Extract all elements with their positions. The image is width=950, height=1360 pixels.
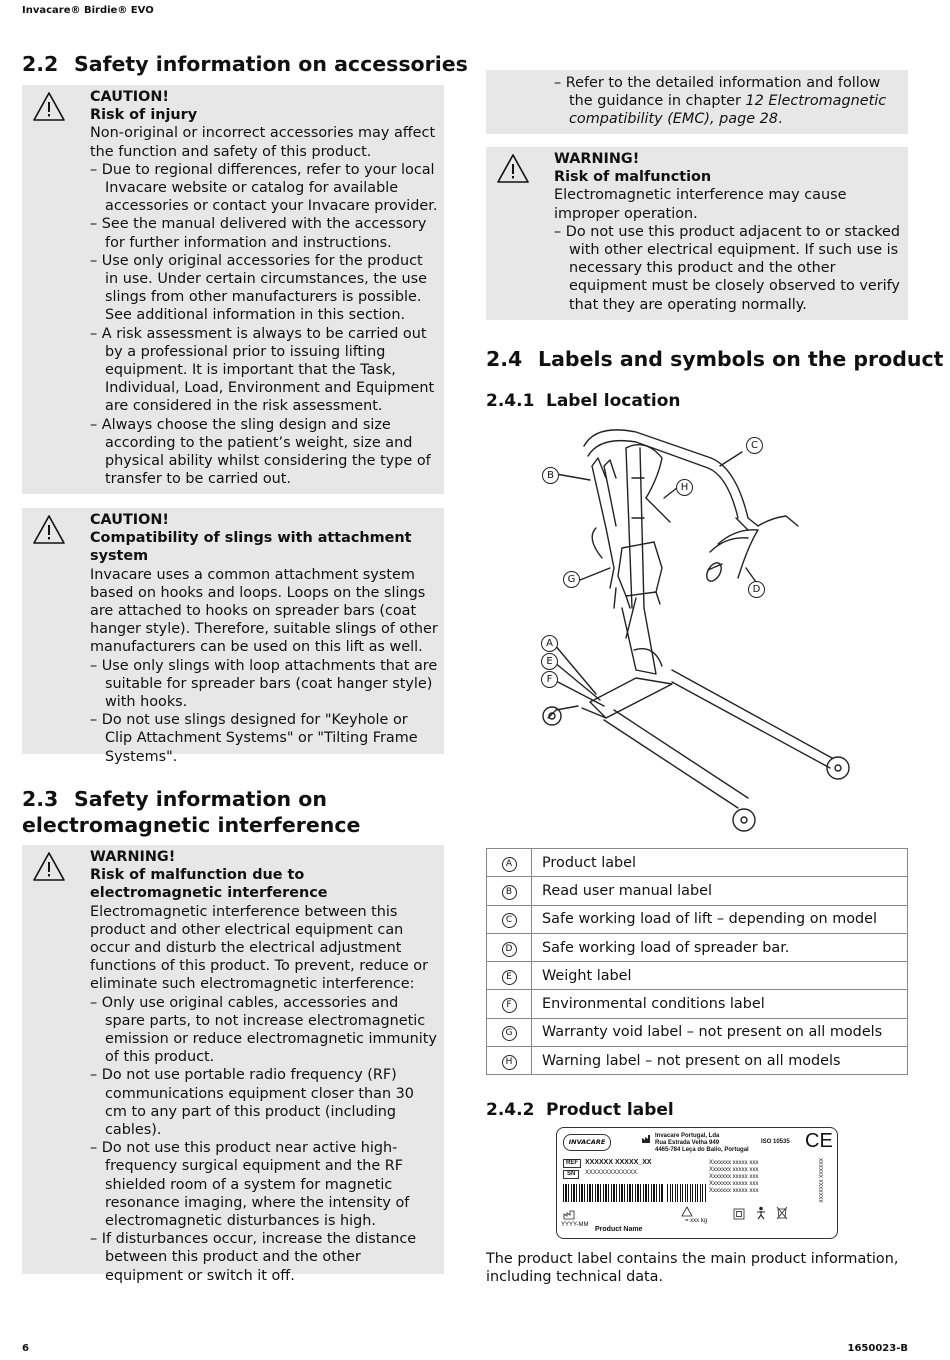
product-label-illustration (556, 1127, 838, 1239)
label-description: Warranty void label – not present on all models (532, 1018, 908, 1046)
caution-bullet: – See the manual delivered with the accessory for further information and instructions. (90, 216, 427, 251)
callout-f: F (541, 671, 558, 688)
manufacturer-name: Invacare Portugal, Lda (655, 1133, 720, 1139)
manufacturer-street: Rua Estrada Velha 949 (655, 1140, 720, 1146)
spec-line: Xxxxxxx xxxxx xxx (709, 1181, 759, 1187)
warning-box-continuation (486, 70, 908, 134)
circled-key: G (502, 1026, 517, 1041)
caution-intro: Non-original or incorrect accessories may affect the function and safety of this product. (90, 125, 436, 160)
caution-bullet: – A risk assessment is always to be carried out by a professional prior to issuing lifting equipment. It is important that the Task, Individual, Load, Environment and Equipment are considered in the risk assessment. (90, 325, 435, 415)
warning-subtitle: Risk of malfunction (554, 169, 712, 186)
safe-working-load-icon (681, 1206, 693, 1217)
section-2-2-heading: 2.2 Safety information on accessories (22, 52, 468, 76)
warning-intro: Electromagnetic interference between this product and other electrical equipment can occur and disturb the electrical adjustment functions of this product. To prevent, reduce or eliminate such electromagnetic interference: (90, 903, 428, 993)
spec-line: Xxxxxxx xxxxx xxx (709, 1174, 759, 1180)
label-description: Safe working load of lift – depending on model (532, 905, 908, 933)
warning-box-stacking (486, 147, 908, 320)
barcode (563, 1184, 663, 1202)
label-description: Weight label (532, 962, 908, 990)
sn-value: XXXXXXXXXXXXX (585, 1170, 638, 1176)
table-row (487, 849, 908, 877)
callout-a: A (541, 635, 558, 652)
table-row (487, 962, 908, 990)
callout-d: D (748, 581, 765, 598)
table-row (487, 905, 908, 933)
section-2-3-heading: 2.3 Safety information on electromagnetic interference (22, 787, 361, 837)
caution-bullet: – Use only original accessories for the product in use. Under certain circumstances, the use slings from other manufacturers is possible. See additional information in this section. (90, 252, 427, 324)
safe-working-load: = xxx kg (685, 1218, 708, 1224)
caution-intro: Invacare uses a common attachment system based on hooks and loops. Loops on the slings are attached to hooks on spreader bars (coat hanger style). Therefore, suitable slings of other manufacturers can be used on this lift as well. (90, 566, 438, 656)
caution-bullet: – Do not use slings designed for "Keyhole or Clip Attachment Systems" or "Tilting Frame Systems". (90, 712, 418, 765)
callout-b: B (542, 467, 559, 484)
warning-triangle-icon (496, 153, 530, 185)
warning-bullet-emc-reference: – Refer to the detailed information and follow the guidance in chapter 12 Electromagnetic compatibility (EMC), page 28. (554, 75, 887, 128)
warning-bullet: – Do not use this product near active high-frequency surgical equipment and the RF shielded room of a system for magnetic resonance imaging, where the intensity of electromagnetic disturbances is high. (90, 1140, 410, 1230)
document-number: 1650023-B (847, 1343, 908, 1354)
table-row (487, 933, 908, 961)
callout-g: G (563, 571, 580, 588)
table-row (487, 990, 908, 1018)
callout-h: H (676, 479, 693, 496)
callout-e: E (541, 653, 558, 670)
spec-line: Xxxxxxx xxxxx xxx (709, 1188, 759, 1194)
caution-bullet: – Use only slings with loop attachments that are suitable for spreader bars (coat hanger style) with hooks. (90, 657, 438, 711)
warning-triangle-icon (32, 91, 66, 123)
warning-triangle-icon (32, 851, 66, 883)
side-code: XXXXXXX XXXXXX (819, 1158, 825, 1203)
warning-bullet: – Do not use this product adjacent to or stacked with other electrical equipment. If such use is necessary this product and the other equipment must be closely observed to verify that they are operating normally. (554, 223, 901, 313)
manufacture-date: YYYY-MM (561, 1222, 589, 1228)
warning-level: WARNING! (554, 151, 640, 167)
barcode-2 (667, 1184, 707, 1202)
callout-c: C (746, 437, 763, 454)
product-label-caption: The product label contains the main product information, including technical data. (486, 1251, 899, 1286)
circled-key: A (502, 857, 517, 872)
caution-bullet: – Always choose the sling design and size according to the patient’s weight, size and physical ability whilst considering the type of transfer to be carried out. (90, 416, 431, 488)
label-description: Safe working load of spreader bar. (532, 933, 908, 961)
table-row (487, 1047, 908, 1075)
manufacturer-city: 4465-784 Leça do Balio, Portugal (655, 1147, 749, 1153)
spec-line: Xxxxxxx xxxxx xxx (709, 1160, 759, 1166)
circled-key: D (502, 942, 517, 957)
caution-subtitle: Compatibility of slings with attachment system (90, 530, 412, 565)
caution-subtitle: Risk of injury (90, 107, 198, 124)
warning-subtitle: Risk of malfunction due to electromagnetic interference (90, 867, 328, 902)
chapter-reference: 12 Electromagnetic compatibility (EMC), page 28 (569, 93, 887, 128)
warning-level: WARNING! (90, 849, 176, 865)
manufacture-date-icon (563, 1210, 575, 1220)
type-b-applied-part-icon (755, 1206, 767, 1220)
ce-mark: CE (805, 1130, 833, 1152)
section-2-4-heading: 2.4 Labels and symbols on the product (486, 347, 944, 371)
class-ii-icon (733, 1208, 745, 1220)
caution-box-accessories (22, 85, 444, 494)
warning-bullet: – If disturbances occur, increase the distance between this product and the other equipment or switch it off. (90, 1231, 417, 1284)
invacare-logo: INVACARE (563, 1134, 611, 1151)
iso-standard: ISO 10535 (761, 1139, 790, 1145)
manufacturer-icon (641, 1134, 651, 1144)
warning-bullet: – Only use original cables, accessories and spare parts, to not increase electromagnetic emission or reduce electromagnetic immunity of this product. (90, 994, 437, 1066)
caution-box-slings (22, 508, 444, 765)
ref-value: XXXXXX XXXXX_XX (585, 1159, 652, 1166)
weee-bin-icon (775, 1206, 789, 1220)
warning-triangle-icon (32, 514, 66, 546)
circled-key: E (502, 970, 517, 985)
label-description: Environmental conditions label (532, 990, 908, 1018)
running-header: Invacare® Birdie® EVO (22, 5, 154, 16)
circled-key: C (502, 913, 517, 928)
section-2-4-2-heading: 2.4.2 Product label (486, 1100, 674, 1120)
page-number: 6 (22, 1343, 29, 1354)
spec-line: Xxxxxxx xxxxx xxx (709, 1167, 759, 1173)
caution-level: CAUTION! (90, 89, 169, 105)
circled-key: H (502, 1055, 517, 1070)
caution-level: CAUTION! (90, 512, 169, 528)
warning-intro: Electromagnetic interference may cause improper operation. (554, 187, 847, 222)
table-row (487, 877, 908, 905)
label-legend-table (486, 848, 908, 1075)
label-description: Product label (532, 849, 908, 877)
table-row (487, 1018, 908, 1046)
caution-bullet: – Due to regional differences, refer to your local Invacare website or catalog for available accessories or contact your Invacare provider. (90, 161, 438, 215)
circled-key: F (502, 998, 517, 1013)
product-name: Product Name (595, 1226, 643, 1233)
label-description: Warning label – not present on all models (532, 1047, 908, 1075)
label-description: Read user manual label (532, 877, 908, 905)
ref-tag: REF (563, 1159, 581, 1168)
warning-box-emi (22, 845, 444, 1284)
circled-key: B (502, 885, 517, 900)
section-2-4-1-heading: 2.4.1 Label location (486, 391, 681, 411)
sn-tag: SN (563, 1170, 579, 1179)
warning-bullet: – Do not use portable radio frequency (RF) communications equipment closer than 30 cm to any part of this product (including cables). (90, 1067, 414, 1139)
